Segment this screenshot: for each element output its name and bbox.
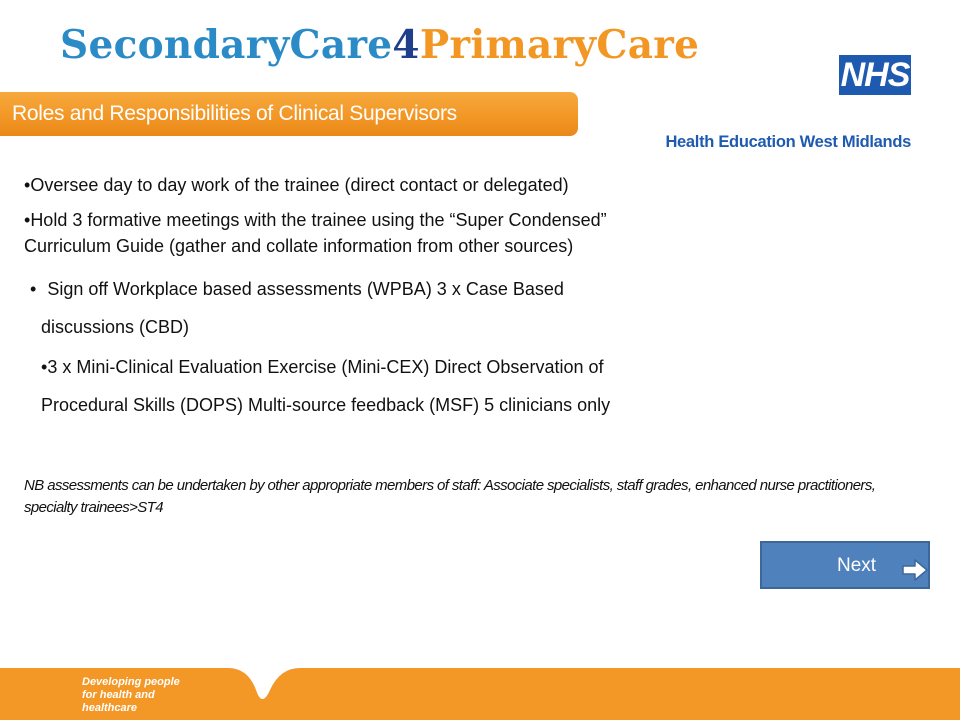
nhs-logo: NHS: [840, 56, 910, 94]
footer-tagline: [82, 676, 202, 715]
bullet-signoff-line2: discussions (CBD): [41, 317, 190, 337]
footer-tagline-line3: healthcare: [82, 702, 138, 714]
brand-title: [60, 22, 699, 68]
bullet-signoff: • Sign off Workplace based assessments (WPBA) 3 x Case Based discussions (CBD): [30, 279, 564, 337]
slide-title: Roles and Responsibilities of Clinical Supervisors: [12, 102, 457, 125]
brand-part-primary: PrimaryCare: [419, 22, 700, 68]
brand-part-four: 4: [392, 22, 420, 68]
bullet-minicex: •3 x Mini-Clinical Evaluation Exercise (Mini-CEX) Direct Observation of Procedural Skills (DOPS) Multi-source feedback (MSF) 5 clinicians only: [30, 354, 610, 418]
bullet-oversee-text: Oversee day to day work of the trainee (direct contact or delegated): [30, 175, 569, 195]
assessment-note: NB assessments can be undertaken by other appropriate members of staff: Associate specialists, staff grades, enhanced nurse practitioners, specialty trainees>ST4: [24, 477, 876, 516]
bullet-minicex-line2: Procedural Skills (DOPS) Multi-source feedback (MSF) 5 clinicians only: [41, 395, 611, 415]
next-button[interactable]: [760, 541, 930, 589]
arrow-right-icon: [902, 559, 928, 581]
bullet-meetings: •Hold 3 formative meetings with the trainee using the “Super Condensed” Curriculum Guide (gather and collate information from other sources): [24, 210, 607, 256]
bullet-minicex-line1: 3 x Mini-Clinical Evaluation Exercise (Mini-CEX) Direct Observation of: [47, 357, 604, 377]
footer-tagline-line2: for health and: [82, 689, 155, 701]
bullet-signoff-line1: Sign off Workplace based assessments (WPBA) 3 x Case Based: [47, 279, 564, 299]
next-button-label: Next: [837, 555, 877, 576]
org-name: Health Education West Midlands: [665, 133, 911, 151]
bullet-oversee: •Oversee day to day work of the trainee (direct contact or delegated): [24, 175, 569, 195]
footer-tagline-line1: Developing people: [82, 676, 180, 688]
bullet-meetings-line2: Curriculum Guide (gather and collate information from other sources): [24, 236, 574, 256]
bullet-meetings-line1: Hold 3 formative meetings with the trainee using the “Super Condensed”: [30, 210, 607, 230]
brand-part-secondary: SecondaryCare: [60, 22, 393, 68]
title-band: [0, 92, 578, 136]
